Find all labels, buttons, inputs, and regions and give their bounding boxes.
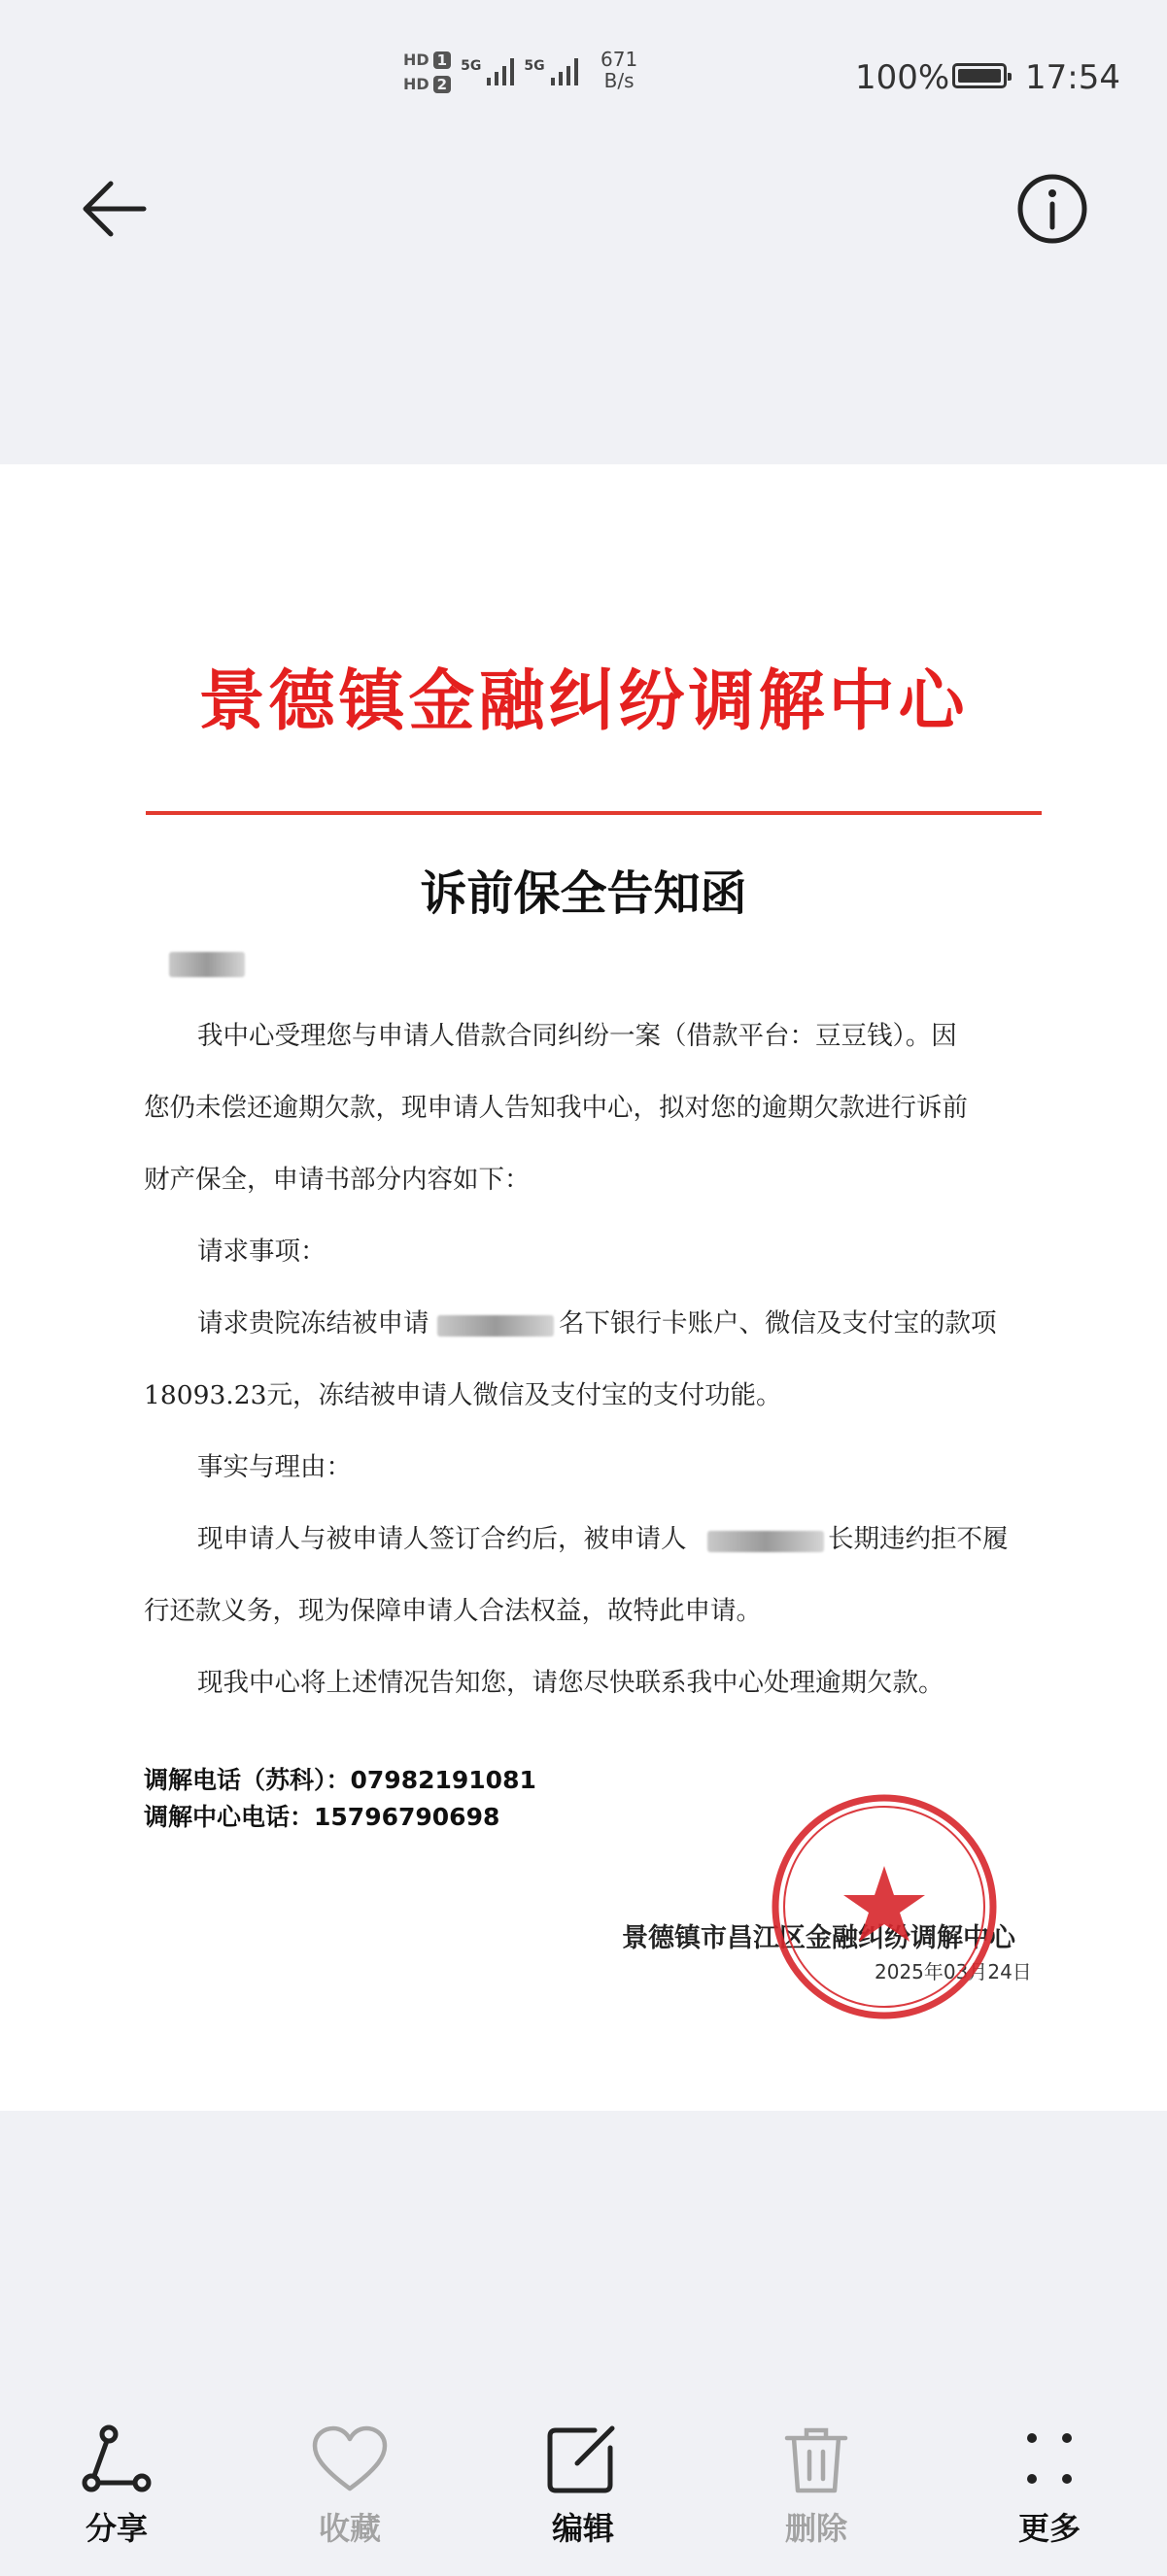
more-icon xyxy=(1011,2424,1088,2496)
info-icon xyxy=(1013,170,1091,248)
center-phone: 调解中心电话：15796790698 xyxy=(144,1803,500,1831)
org-title: 景德镇金融纠纷调解中心 xyxy=(198,662,969,740)
redacted-name-2 xyxy=(707,1531,824,1552)
redacted-name-1 xyxy=(437,1315,554,1337)
request-line1-b: 名下银行卡账户、微信及支付宝的款项 xyxy=(559,1308,997,1339)
para1-line2: 您仍未偿还逾期欠款，现申请人告知我中心，拟对您的逾期欠款进行诉前 xyxy=(144,1093,968,1123)
net-speed: 671 B/s xyxy=(601,48,638,92)
request-line1-a: 请求贵院冻结被申请 xyxy=(197,1308,429,1339)
favorite-label: 收藏 xyxy=(318,2510,381,2547)
trash-icon xyxy=(777,2424,855,2496)
back-button[interactable] xyxy=(76,170,154,248)
status-bar xyxy=(0,0,1167,155)
battery-percent: 100% xyxy=(855,58,950,97)
share-icon xyxy=(78,2424,155,2496)
facts-line1-a: 现申请人与被申请人签订合约后，被申请人 xyxy=(197,1524,687,1554)
doc-title: 诉前保全告知函 xyxy=(420,866,747,921)
favorite-button[interactable] xyxy=(277,2424,423,2549)
battery-icon xyxy=(952,63,1007,88)
share-label: 分享 xyxy=(85,2510,148,2547)
bottom-toolbar xyxy=(0,2399,1167,2576)
red-divider xyxy=(146,811,1042,815)
more-button[interactable] xyxy=(977,2424,1122,2549)
delete-label: 删除 xyxy=(784,2510,847,2547)
edit-label: 编辑 xyxy=(551,2510,614,2547)
para1-line1: 我中心受理您与申请人借款合同纠纷一案（借款平台：豆豆钱）。因 xyxy=(197,1021,957,1051)
facts-line1-b: 长期违约拒不履 xyxy=(828,1524,1009,1554)
redacted-recipient xyxy=(169,952,245,977)
document-image[interactable] xyxy=(0,464,1167,2111)
sign-date: 2025年03月24日 xyxy=(875,1960,1032,1983)
facts-heading: 事实与理由： xyxy=(197,1452,352,1482)
arrow-left-icon xyxy=(76,170,154,248)
share-button[interactable] xyxy=(44,2424,189,2549)
request-line2: 18093.23元，冻结被申请人微信及支付宝的支付功能。 xyxy=(144,1380,782,1410)
facts-line2: 行还款义务，现为保障申请人合法权益，故特此申请。 xyxy=(144,1596,762,1626)
clock: 17:54 xyxy=(1025,58,1120,97)
notice-line: 现我中心将上述情况告知您，请您尽快联系我中心处理逾期欠款。 xyxy=(197,1668,944,1698)
request-heading: 请求事项： xyxy=(197,1237,326,1267)
signal-icon-2: 5G xyxy=(524,58,577,85)
info-button[interactable] xyxy=(1013,170,1091,248)
more-label: 更多 xyxy=(1017,2510,1081,2547)
delete-button[interactable] xyxy=(743,2424,889,2549)
hd-badge-2: HD 2 xyxy=(403,75,451,93)
heart-icon xyxy=(311,2424,389,2496)
signer-name: 景德镇市昌江区金融纠纷调解中心 xyxy=(622,1923,1015,1953)
para1-line3: 财产保全，申请书部分内容如下： xyxy=(144,1165,531,1195)
official-seal xyxy=(768,1790,1001,2023)
edit-button[interactable] xyxy=(510,2424,656,2549)
sim-indicators xyxy=(403,51,578,93)
edit-icon xyxy=(544,2424,622,2496)
hd-badge-1: HD 1 xyxy=(403,51,451,69)
contact-phone: 调解电话（苏科）：07982191081 xyxy=(144,1766,536,1794)
signal-icon: 5G xyxy=(461,58,514,85)
